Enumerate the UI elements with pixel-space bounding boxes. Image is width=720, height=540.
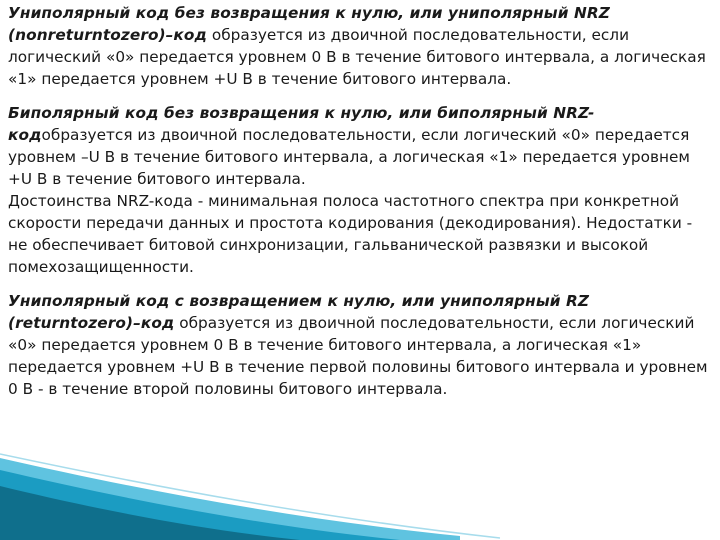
paragraph-unipolar-rz <box>8 290 712 400</box>
nrz-pros-cons-text: Достоинства NRZ-кода - минимальная полоса частотного спектра при конкретной скорости передачи данных и простота кодирования (декодирования). Недостатки - не обеспечивает битовой синхронизации, гальванической развязки и высокой помехозащищенности. <box>8 192 693 276</box>
swoosh-mid-band <box>0 470 400 540</box>
swoosh-dark-band <box>0 486 300 540</box>
term-bipolar-nrz: Биполярный код без возвращения к нулю, или биполярный NRZ-код <box>8 104 595 144</box>
term-unipolar-nrz: Униполярный код без возвращения к нулю, или униполярный NRZ (nonreturntozero)–код <box>8 4 610 44</box>
definition-unipolar-rz: образуется из двоичной последовательности, если логический «0» передается уровнем 0 В в течение битового интервала, а логическая «1» передается уровнем +U В в течение первой половины битового интервала и уровнем 0 В - в течение второй половины битового интервала. <box>8 314 708 398</box>
slide-body <box>8 2 712 412</box>
definition-unipolar-nrz: образуется из двоичной последовательности, если логический «0» передается уровнем 0 В в течение битового интервала, а логическая «1» передается уровнем +U В в течение битового интервала. <box>8 26 706 88</box>
swoosh-light-band <box>0 458 460 540</box>
term-unipolar-rz: Униполярный код с возвращением к нулю, или униполярный RZ (returntozero)–код <box>8 292 590 332</box>
paragraph-nrz-pros-cons <box>8 190 712 278</box>
paragraph-unipolar-nrz <box>8 2 712 90</box>
definition-bipolar-nrz: образуется из двоичной последовательности, если логический «0» передается уровнем –U В в течение битового интервала, а логическая «1» передается уровнем +U В в течение битового интервала. <box>8 126 690 188</box>
swoosh-highlight-line <box>0 454 500 538</box>
paragraph-bipolar-nrz <box>8 102 712 190</box>
corner-swoosh-decoration <box>0 450 720 540</box>
